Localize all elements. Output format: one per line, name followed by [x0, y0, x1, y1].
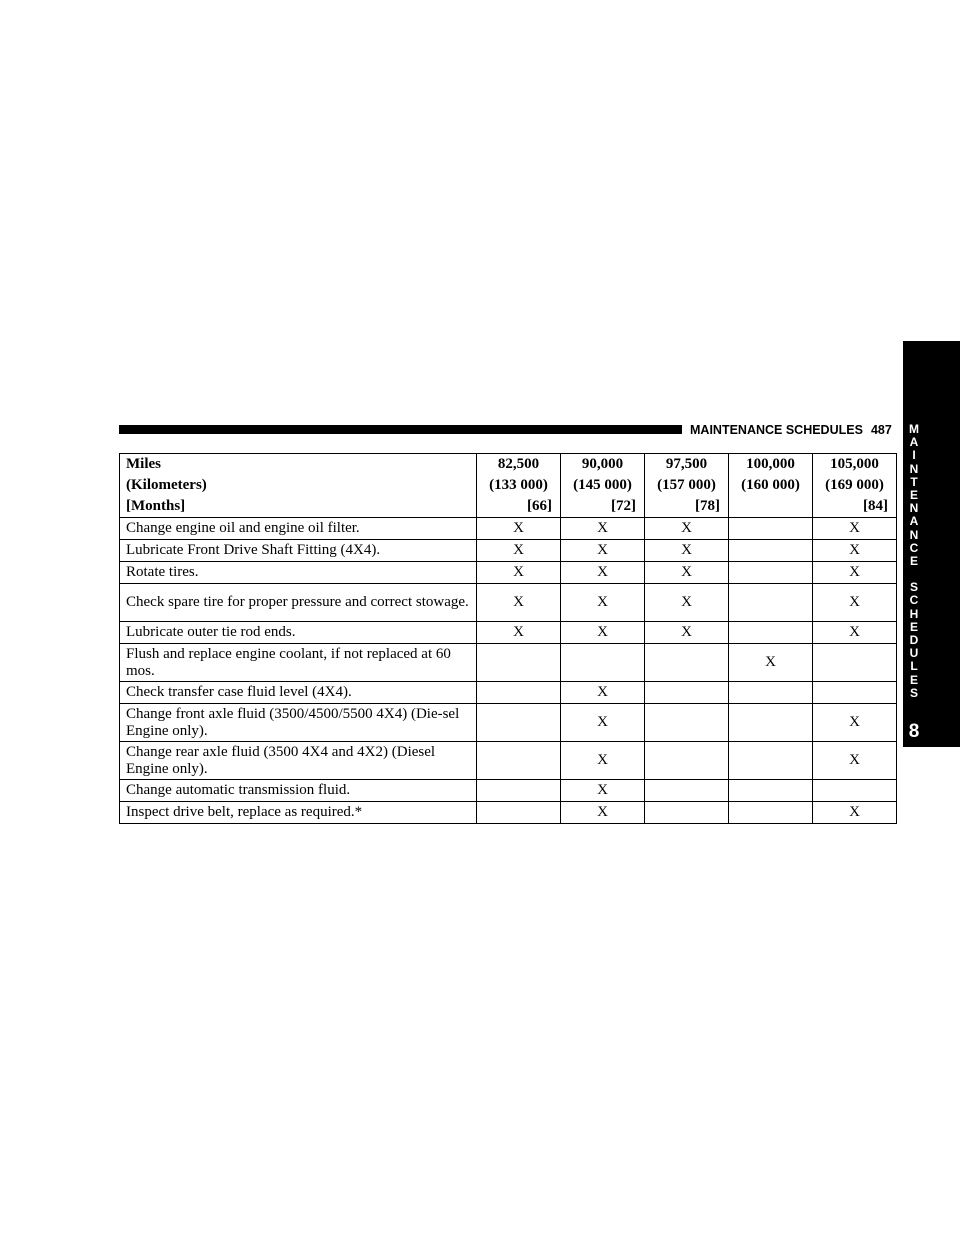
side-tab-letter: E [909, 487, 918, 502]
interval-mark-cell [729, 742, 813, 780]
interval-mark-cell [645, 644, 729, 682]
interval-column-header [645, 454, 729, 518]
interval-mark-cell: X [813, 518, 897, 540]
task-cell: Inspect drive belt, replace as required.* [120, 802, 477, 824]
task-cell: Change automatic transmission fluid. [120, 780, 477, 802]
side-tab-label [903, 423, 925, 700]
interval-mark-cell: X [561, 622, 645, 644]
header-kilometers-label: (Kilometers) [126, 477, 207, 493]
interval-mark-cell: X [561, 682, 645, 704]
interval-mark-cell: X [561, 584, 645, 622]
interval-mark-cell [477, 704, 561, 742]
side-tab-letter: T [910, 474, 918, 489]
header-row [120, 454, 897, 518]
interval-mark-cell: X [561, 704, 645, 742]
interval-mark-cell [813, 780, 897, 802]
table-row [120, 682, 897, 704]
interval-mark-cell: X [645, 518, 729, 540]
interval-mark-cell [813, 644, 897, 682]
side-tab-letter: L [910, 659, 918, 674]
table-row [120, 562, 897, 584]
header-miles-label: Miles [126, 456, 161, 472]
side-tab-letter: E [909, 553, 918, 568]
chapter-number: 8 [908, 721, 920, 742]
interval-mark-cell [645, 802, 729, 824]
interval-miles: 97,500 [665, 456, 708, 472]
side-tab-letter: M [909, 422, 919, 436]
interval-mark-cell [645, 682, 729, 704]
interval-mark-cell: X [813, 584, 897, 622]
interval-mark-cell: X [813, 742, 897, 780]
interval-mark-cell: X [813, 562, 897, 584]
maintenance-schedule-table [119, 453, 897, 824]
interval-mark-cell: X [561, 742, 645, 780]
interval-mark-cell: X [729, 644, 813, 682]
interval-mark-cell: X [561, 518, 645, 540]
side-tab-letter: A [909, 435, 919, 450]
header-months-label: [Months] [126, 498, 186, 514]
interval-mark-cell: X [477, 584, 561, 622]
side-tab-letter: D [909, 633, 919, 647]
interval-mark-cell: X [477, 622, 561, 644]
table-row [120, 584, 897, 622]
interval-mark-cell [813, 682, 897, 704]
interval-months: [84] [863, 498, 888, 514]
side-tab-letter: N [909, 527, 919, 542]
side-tab-letter: C [909, 540, 919, 555]
interval-mark-cell [729, 540, 813, 562]
interval-mark-cell: X [645, 540, 729, 562]
task-cell: Flush and replace engine coolant, if not replaced at 60 mos. [120, 644, 477, 682]
interval-mark-cell [645, 742, 729, 780]
interval-mark-cell: X [561, 562, 645, 584]
side-tab-letter: A [909, 514, 919, 529]
side-tab-letter: S [909, 580, 918, 595]
task-cell: Check spare tire for proper pressure and correct stowage. [120, 584, 477, 622]
interval-mark-cell [477, 742, 561, 780]
interval-column-header [813, 454, 897, 518]
running-head [690, 421, 892, 439]
interval-mark-cell [477, 802, 561, 824]
interval-miles: 105,000 [830, 456, 879, 472]
side-tab-letter: E [909, 619, 918, 634]
interval-km: (157 000) [657, 477, 716, 493]
task-cell: Lubricate Front Drive Shaft Fitting (4X4). [120, 540, 477, 562]
header-rule [119, 425, 682, 434]
table-row [120, 742, 897, 780]
interval-mark-cell: X [813, 704, 897, 742]
side-tab-letter: N [909, 461, 919, 476]
interval-km: (160 000) [741, 477, 800, 493]
interval-mark-cell [729, 518, 813, 540]
interval-months [735, 496, 806, 517]
interval-mark-cell [477, 780, 561, 802]
interval-km: (145 000) [573, 477, 632, 493]
interval-mark-cell: X [813, 540, 897, 562]
interval-miles: 90,000 [581, 456, 624, 472]
interval-mark-cell: X [561, 802, 645, 824]
interval-mark-cell: X [813, 622, 897, 644]
interval-months: [66] [527, 498, 552, 514]
interval-mark-cell: X [477, 562, 561, 584]
side-tab-letter: H [909, 606, 919, 621]
running-head-title: MAINTENANCE SCHEDULES [690, 423, 863, 437]
side-tab-letter: N [909, 501, 919, 516]
interval-mark-cell: X [561, 780, 645, 802]
interval-mark-cell [477, 682, 561, 704]
interval-mark-cell [729, 622, 813, 644]
interval-column-header [561, 454, 645, 518]
task-cell: Lubricate outer tie rod ends. [120, 622, 477, 644]
task-cell: Change front axle fluid (3500/4500/5500 4X4) (Die-sel Engine only). [120, 704, 477, 742]
page-number: 487 [870, 423, 892, 437]
side-tab-letter: E [909, 672, 918, 687]
header-label-cell [120, 454, 477, 518]
interval-column-header [477, 454, 561, 518]
interval-mark-cell: X [645, 622, 729, 644]
interval-months: [72] [611, 498, 636, 514]
side-tab-letter: I [912, 448, 916, 463]
interval-mark-cell: X [645, 584, 729, 622]
interval-mark-cell [729, 704, 813, 742]
interval-mark-cell: X [477, 518, 561, 540]
table-row [120, 802, 897, 824]
interval-mark-cell: X [645, 562, 729, 584]
side-tab-letter: S [909, 685, 918, 700]
interval-miles: 100,000 [746, 456, 795, 472]
interval-column-header [729, 454, 813, 518]
interval-mark-cell [645, 780, 729, 802]
interval-mark-cell [729, 802, 813, 824]
task-cell: Change rear axle fluid (3500 4X4 and 4X2) (Diesel Engine only). [120, 742, 477, 780]
interval-mark-cell [729, 780, 813, 802]
interval-mark-cell [729, 584, 813, 622]
interval-mark-cell [561, 644, 645, 682]
side-tab-letter: U [909, 646, 919, 661]
table-row [120, 780, 897, 802]
task-cell: Change engine oil and engine oil filter. [120, 518, 477, 540]
table-row [120, 540, 897, 562]
interval-mark-cell [729, 682, 813, 704]
task-cell: Check transfer case fluid level (4X4). [120, 682, 477, 704]
interval-mark-cell [645, 704, 729, 742]
table-row [120, 622, 897, 644]
interval-miles: 82,500 [497, 456, 540, 472]
table-row [120, 644, 897, 682]
chapter-side-tab [903, 341, 960, 747]
interval-km: (169 000) [825, 477, 884, 493]
interval-km: (133 000) [489, 477, 548, 493]
task-cell: Rotate tires. [120, 562, 477, 584]
interval-mark-cell: X [813, 802, 897, 824]
interval-mark-cell: X [561, 540, 645, 562]
interval-mark-cell [477, 644, 561, 682]
interval-months: [78] [695, 498, 720, 514]
interval-mark-cell [729, 562, 813, 584]
interval-mark-cell: X [477, 540, 561, 562]
table-row [120, 704, 897, 742]
side-tab-letter: C [909, 593, 919, 608]
table-row [120, 518, 897, 540]
